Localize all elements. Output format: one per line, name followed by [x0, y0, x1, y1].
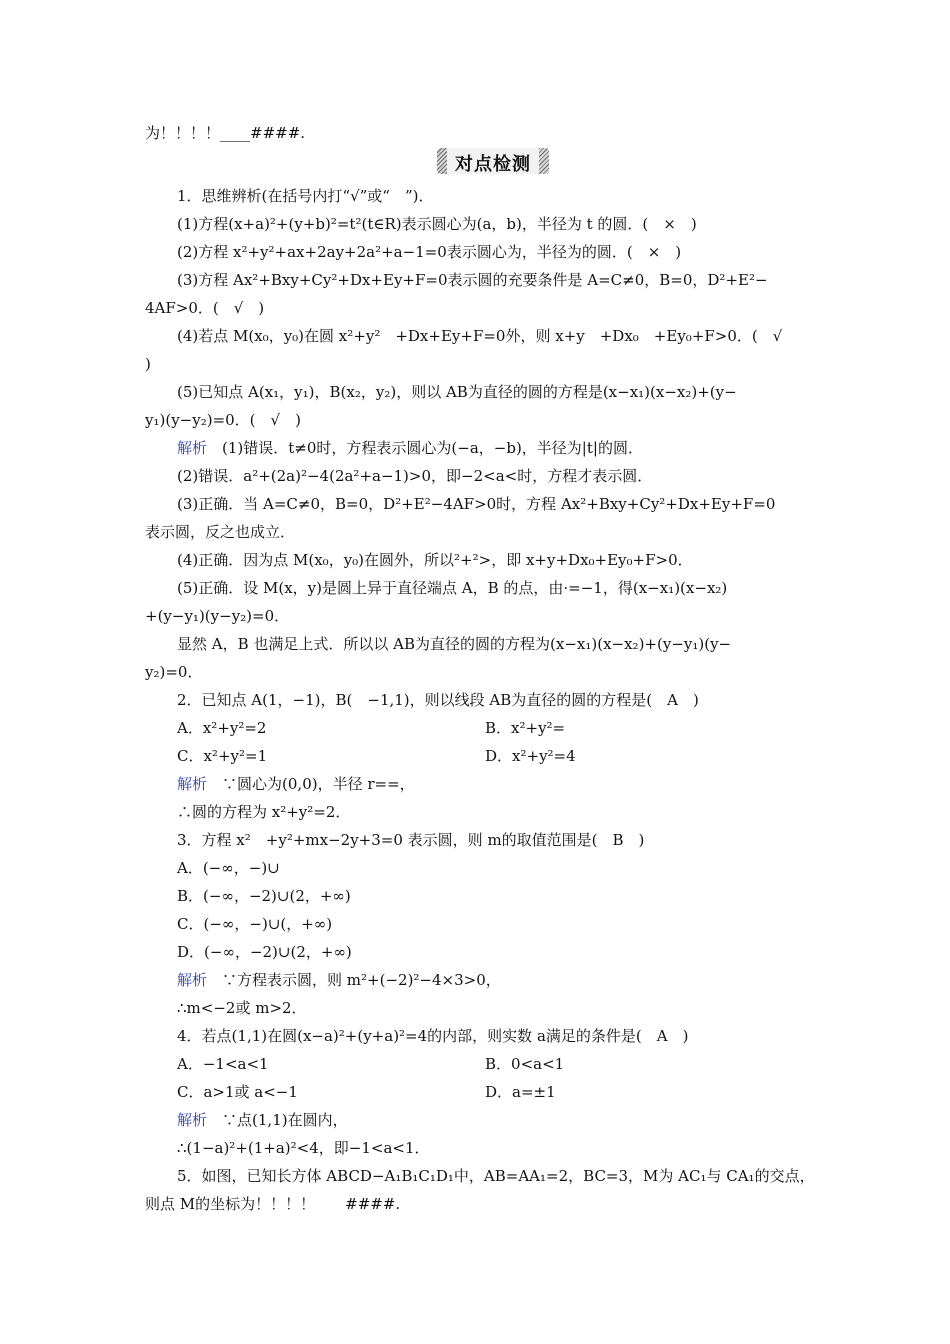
q1-item-4-cont: ): [145, 355, 151, 373]
q1-item-3: (3)方程 Ax²+Bxy+Cy²+Dx+Ey+F=0表示圆的充要条件是 A=C≠0，B=0，D²+E²−: [177, 271, 768, 289]
section-title: 对点检测: [455, 154, 531, 175]
top-line: 为！！！！____####.: [145, 124, 306, 142]
q1-solution-6-cont: y₂)=0．: [145, 663, 203, 681]
q2-stem: 2．已知点 A(1，−1)，B( −1,1)，则以线段 AB为直径的圆的方程是( A ): [177, 691, 699, 709]
q1-solution-6: 显然 A，B 也满足上式．所以以 AB为直径的圆的方程为(x−x₁)(x−x₂)+(y−y₁)(y−: [177, 635, 732, 653]
q1-solution-5-cont: +(y−y₁)(y−y₂)=0．: [145, 607, 290, 625]
q1-item-4: (4)若点 M(x₀，y₀)在圆 x²+y² +Dx+Ey+F=0外，则 x+y +Dx₀ +Ey₀+F>0．( √: [177, 327, 783, 345]
q3-option-c: C．(−∞，−)∪(，+∞): [177, 915, 333, 933]
q3-solution-1: [177, 970, 501, 990]
q2-option-c: C．x²+y²=1: [177, 747, 268, 765]
solution-text: ∵点(1,1)在圆内，: [222, 1111, 348, 1129]
q1-stem: 1．思维辨析(在括号内打“√”或“ ”)．: [177, 187, 434, 205]
q1-solution-3: (3)正确．当 A=C≠0，B=0，D²+E²−4AF>0时，方程 Ax²+Bxy+Cy²+Dx+Ey+F=0: [177, 495, 776, 513]
q4-option-d: D．a=±1: [485, 1083, 556, 1101]
q4-option-c: C．a>1或 a<−1: [177, 1083, 298, 1101]
q1-solution-2: (2)错误．a²+(2a)²−4(2a²+a−1)>0，即−2<a<时，方程才表示圆．: [177, 467, 653, 485]
q1-solution-4: (4)正确．因为点 M(x₀，y₀)在圆外，所以²+²>，即 x+y+Dx₀+Ey₀+F>0．: [177, 551, 693, 569]
q1-item-3-cont: 4AF>0．( √ ): [145, 299, 265, 317]
q3-option-b: B．(−∞，−2)∪(2，+∞): [177, 887, 351, 905]
q1-item-1: (1)方程(x+a)²+(y+b)²=t²(t∈R)表示圆心为(a，b)，半径为 t 的圆．( × ): [177, 215, 697, 233]
section-banner: [437, 148, 549, 176]
q4-stem: 4．若点(1,1)在圆(x−a)²+(y+a)²=4的内部，则实数 a满足的条件是( A ): [177, 1027, 689, 1045]
q2-option-b: B．x²+y²=: [485, 719, 566, 737]
q2-option-d: D．x²+y²=4: [485, 747, 576, 765]
q1-solution-3-cont: 表示圆，反之也成立．: [145, 523, 296, 541]
q3-option-a: A．(−∞，−)∪: [177, 859, 280, 877]
q1-item-5: (5)已知点 A(x₁，y₁)，B(x₂，y₂)，则以 AB为直径的圆的方程是(x−x₁)(x−x₂)+(y−: [177, 383, 737, 401]
q1-item-5-cont: y₁)(y−y₂)=0．( √ ): [145, 411, 301, 429]
q4-solution-2: ∴(1−a)²+(1+a)²<4，即−1<a<1．: [177, 1139, 430, 1157]
q4-option-b: B．0<a<1: [485, 1055, 565, 1073]
q2-option-a: A．x²+y²=2: [177, 719, 267, 737]
q3-stem: 3．方程 x² +y²+mx−2y+3=0 表示圆，则 m的取值范围是( B ): [177, 831, 645, 849]
solution-text: (1)错误．t≠0时，方程表示圆心为(−a，−b)，半径为|t|的圆．: [222, 439, 643, 457]
q1-solution-5: (5)正确．设 M(x，y)是圆上异于直径端点 A，B 的点，由·=−1，得(x−x₁)(x−x₂): [177, 579, 728, 597]
solution-label: 解析: [177, 439, 208, 457]
q5-stem-cont: 则点 M的坐标为！！！！ ####.: [145, 1195, 401, 1213]
q2-solution-2: ∴圆的方程为 x²+y²=2．: [177, 803, 351, 821]
q5-stem: 5．如图，已知长方体 ABCD−A₁B₁C₁D₁中，AB=AA₁=2，BC=3，M为 AC₁与 CA₁的交点，: [177, 1167, 815, 1185]
q4-option-a: A．−1<a<1: [177, 1055, 269, 1073]
q1-item-2: (2)方程 x²+y²+ax+2ay+2a²+a−1=0表示圆心为，半径为的圆．( × ): [177, 243, 682, 261]
solution-label: 解析: [177, 1111, 208, 1129]
q3-solution-2: ∴m<−2或 m>2．: [177, 999, 307, 1017]
solution-text: ∵方程表示圆，则 m²+(−2)²−4×3>0，: [222, 971, 501, 989]
q3-option-d: D．(−∞，−2)∪(2，+∞): [177, 943, 352, 961]
solution-label: 解析: [177, 775, 208, 793]
q2-solution-1: [177, 774, 415, 794]
q4-solution-1: [177, 1110, 348, 1130]
solution-text: ∵圆心为(0,0)，半径 r==，: [222, 775, 415, 793]
q1-solution-1: [177, 438, 643, 458]
solution-label: 解析: [177, 971, 208, 989]
